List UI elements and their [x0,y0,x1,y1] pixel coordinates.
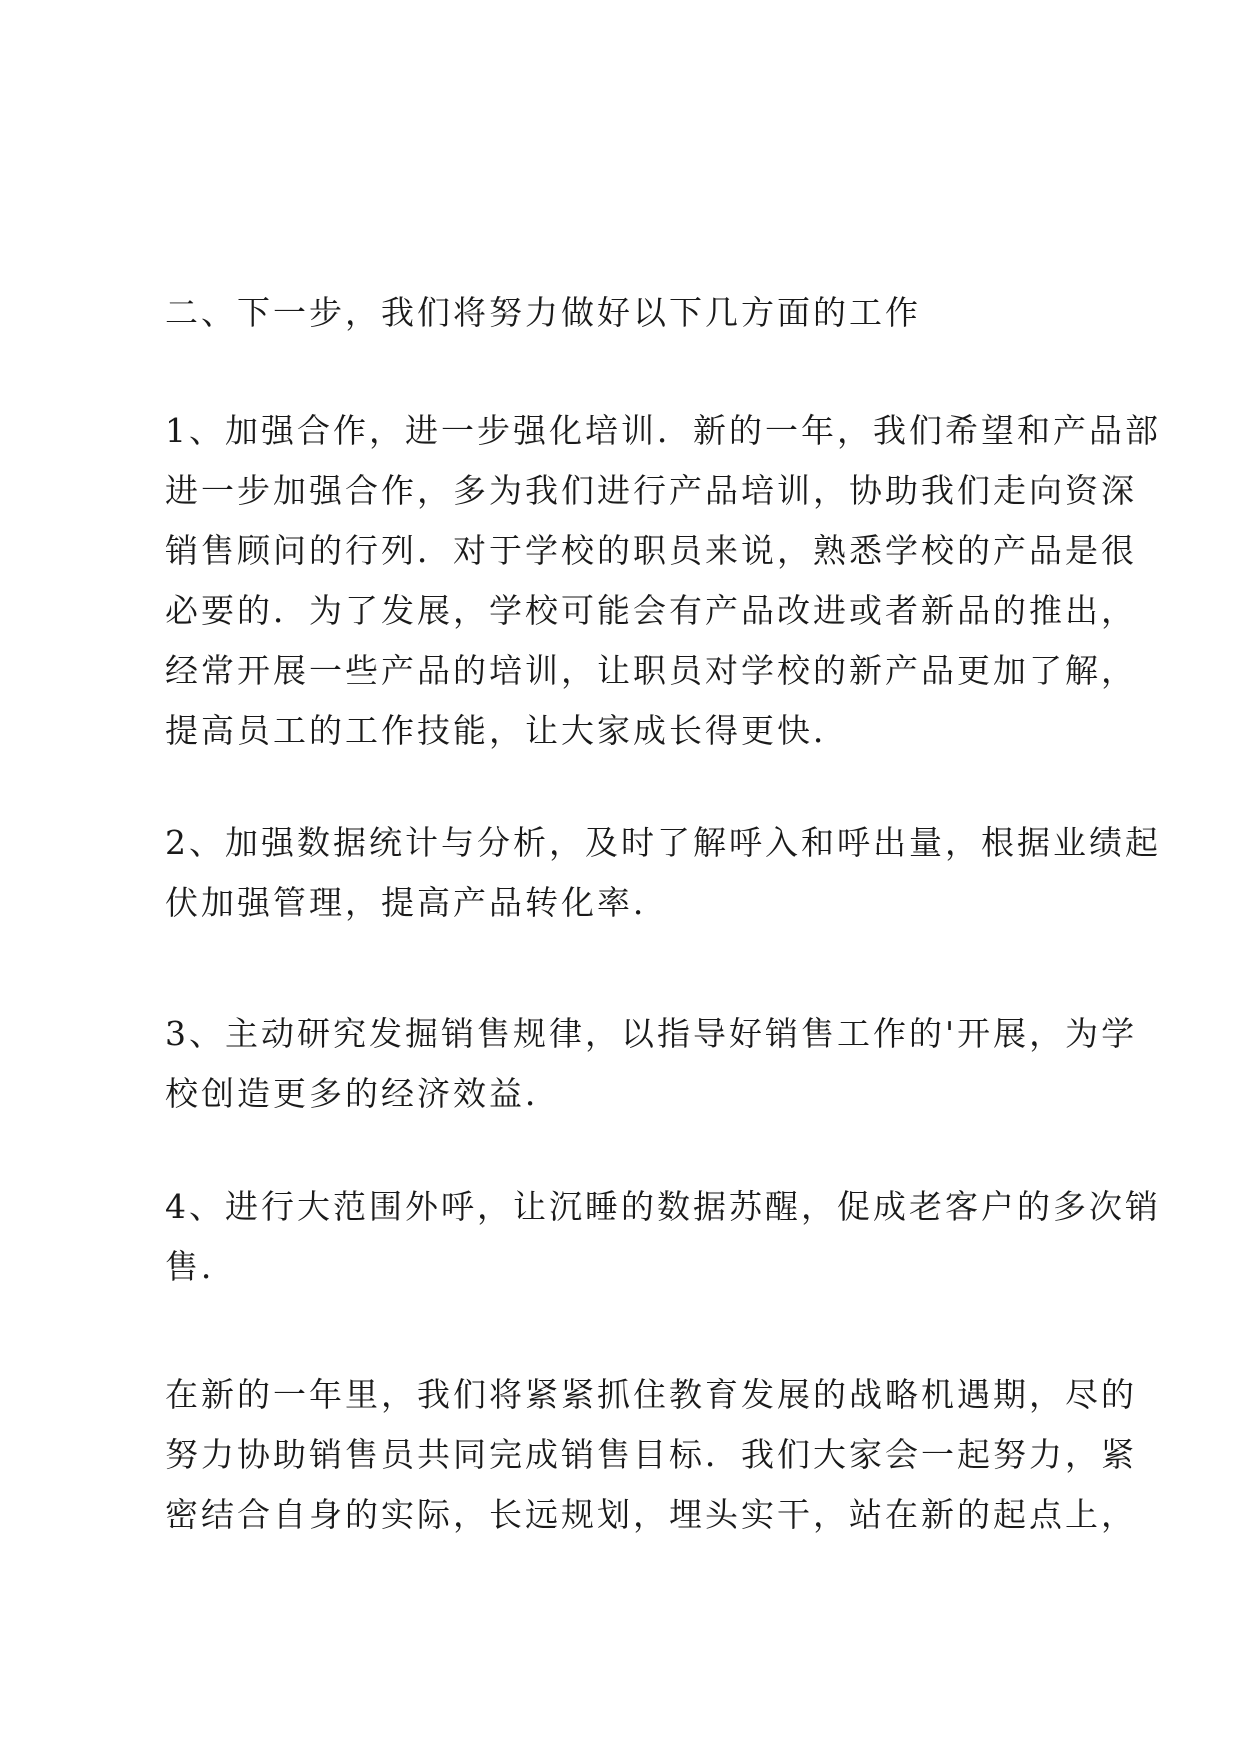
paragraph-line: 努力协助销售员共同完成销售目标．我们大家会一起努力，紧 [165,1435,1137,1474]
paragraph-line: 密结合自身的实际，长远规划，埋头实干，站在新的起点上， [165,1495,1137,1534]
paragraph-line: 在新的一年里，我们将紧紧抓住教育发展的战略机遇期，尽的 [165,1375,1137,1414]
paragraph-line: 校创造更多的经济效益． [165,1074,561,1113]
paragraph-line: 2、加强数据统计与分析，及时了解呼入和呼出量，根据业绩起 [165,823,1161,862]
paragraph-line: 进一步加强合作，多为我们进行产品培训，协助我们走向资深 [165,471,1137,510]
paragraph-1 [165,401,1161,761]
paragraph-4 [165,1177,1161,1297]
paragraph-2 [165,813,1161,933]
paragraph-line: 1、加强合作，进一步强化培训．新的一年，我们希望和产品部 [165,411,1161,450]
paragraph-line: 经常开展一些产品的培训，让职员对学校的新产品更加了解， [165,651,1137,690]
heading-line: 二、下一步，我们将努力做好以下几方面的工作 [165,293,921,332]
paragraph-line: 必要的．为了发展，学校可能会有产品改进或者新品的推出， [165,591,1137,630]
paragraph-line: 4、进行大范围外呼，让沉睡的数据苏醒，促成老客户的多次销 [165,1187,1161,1226]
paragraph-line: 销售顾问的行列．对于学校的职员来说，熟悉学校的产品是很 [165,531,1137,570]
paragraph-3 [165,1004,1138,1124]
section-heading [165,283,1095,343]
paragraph-5 [165,1365,1137,1545]
paragraph-line: 售． [165,1247,237,1286]
paragraph-line: 伏加强管理，提高产品转化率． [165,883,669,922]
paragraph-line: 3、主动研究发掘销售规律，以指导好销售工作的'开展，为学 [165,1014,1138,1053]
paragraph-line: 提高员工的工作技能，让大家成长得更快． [165,711,849,750]
